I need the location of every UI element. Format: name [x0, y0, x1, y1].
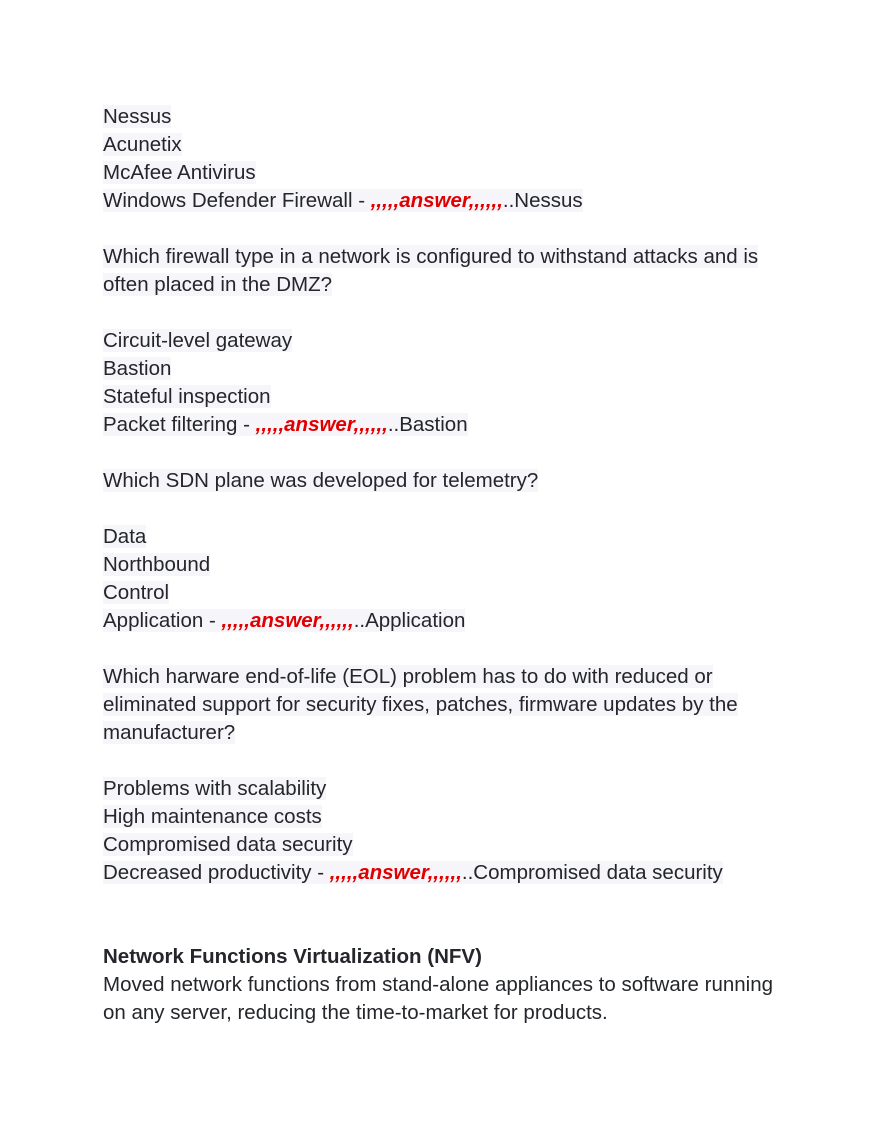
- answer-text: ..Compromised data security: [461, 861, 723, 884]
- option-text: Acunetix: [103, 133, 182, 156]
- option-line-with-answer: [103, 411, 783, 439]
- option-line: [103, 803, 783, 831]
- option-line: [103, 355, 783, 383]
- option-line: [103, 831, 783, 859]
- option-text: Problems with scalability: [103, 777, 327, 800]
- option-text: Control: [103, 581, 170, 604]
- option-line: [103, 551, 783, 579]
- option-line: [103, 327, 783, 355]
- option-line: [103, 383, 783, 411]
- option-text: Data: [103, 525, 147, 548]
- option-line: [103, 103, 783, 131]
- section-heading: Network Functions Virtualization (NFV): [103, 945, 482, 968]
- section-body: Moved network functions from stand-alone appliances to software running on any server, reducing the time-to-market for products.: [103, 973, 774, 1024]
- option-text: Windows Defender Firewall -: [103, 189, 371, 212]
- option-line-with-answer: [103, 187, 783, 215]
- option-text: High maintenance costs: [103, 805, 322, 828]
- answer-text: ..Application: [353, 609, 466, 632]
- option-line: [103, 159, 783, 187]
- option-text: Circuit-level gateway: [103, 329, 293, 352]
- document-content: [103, 103, 783, 1027]
- option-line-with-answer: [103, 859, 783, 887]
- option-line: [103, 579, 783, 607]
- option-text: Packet filtering -: [103, 413, 256, 436]
- answer-marker: ,,,,,answer,,,,,,: [255, 413, 388, 436]
- question-text: Which harware end-of-life (EOL) problem has to do with reduced or eliminated support for security fixes, patches, firmware updates by the manufacturer?: [103, 665, 738, 744]
- option-line: [103, 523, 783, 551]
- option-text: Nessus: [103, 105, 172, 128]
- option-line: [103, 775, 783, 803]
- answer-text: ..Nessus: [502, 189, 583, 212]
- option-line-with-answer: [103, 607, 783, 635]
- answer-marker: ,,,,,answer,,,,,,: [221, 609, 354, 632]
- option-line: [103, 131, 783, 159]
- option-text: Compromised data security: [103, 833, 353, 856]
- question-text: Which firewall type in a network is configured to withstand attacks and is often placed in the DMZ?: [103, 245, 759, 296]
- option-text: Application -: [103, 609, 222, 632]
- option-text: McAfee Antivirus: [103, 161, 256, 184]
- answer-marker: ,,,,,answer,,,,,,: [329, 861, 462, 884]
- option-text: Bastion: [103, 357, 172, 380]
- option-text: Decreased productivity -: [103, 861, 330, 884]
- option-text: Stateful inspection: [103, 385, 271, 408]
- answer-text: ..Bastion: [387, 413, 468, 436]
- question-text: Which SDN plane was developed for telemetry?: [103, 469, 539, 492]
- option-text: Northbound: [103, 553, 211, 576]
- answer-marker: ,,,,,answer,,,,,,: [370, 189, 503, 212]
